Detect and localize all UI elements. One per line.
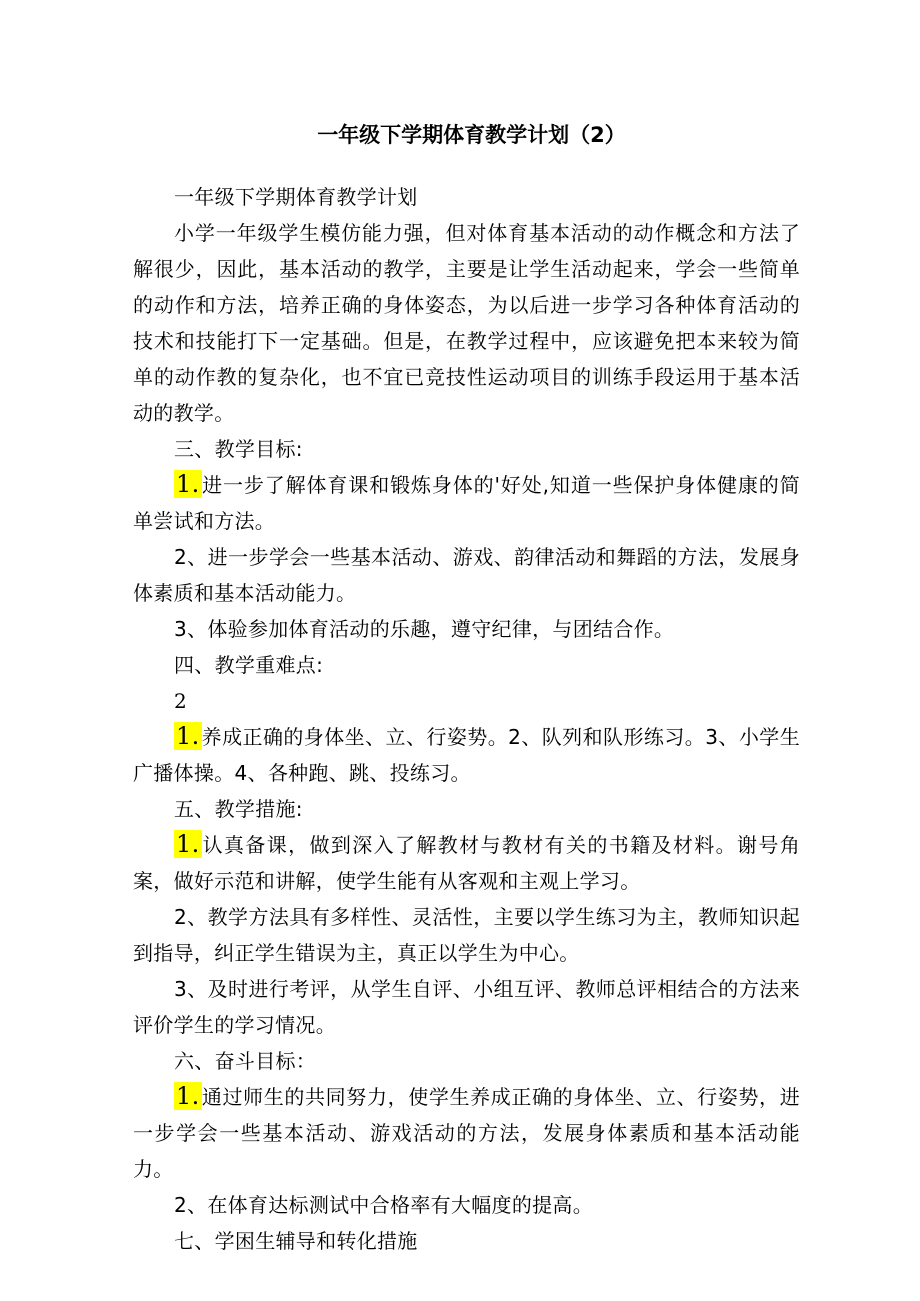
section-3-item-3: 3、体验参加体育活动的乐趣，遵守纪律，与团结合作。 <box>174 617 675 641</box>
section-6-item-2: 2、在体育达标测试中合格率有大幅度的提高。 <box>174 1193 594 1217</box>
item-text: 认真备课，做到深入了解教材与教材有关的书籍及材料。谢号角案，做好示范和讲解，使学生能有从客观和主观上学习。 <box>133 833 800 893</box>
stray-number: 2 <box>174 689 188 713</box>
section-4-item-1 <box>133 719 800 791</box>
document-title: 一年级下学期体育教学计划（2） <box>317 123 626 147</box>
item-text: 养成正确的身体坐、立、行姿势。2、队列和队形练习。3、小学生广播体操。4、各种跑、跳、投练习。 <box>133 725 800 785</box>
highlighted-number: 1. <box>176 470 200 498</box>
section-7-heading: 七、学困生辅导和转化措施 <box>174 1229 418 1253</box>
highlighted-number: 1. <box>176 1082 200 1110</box>
section-6-heading: 六、奋斗目标： <box>174 1049 317 1073</box>
section-5-item-2: 2、教学方法具有多样性、灵活性，主要以学生练习为主，教师知识起到指导，纠正学生错误为主，真正以学生为中心。 <box>133 905 800 965</box>
section-5-item-1 <box>133 827 800 899</box>
section-3-heading: 三、教学目标: <box>174 437 303 461</box>
section-3-item-2: 2、进一步学会一些基本活动、游戏、韵律活动和舞蹈的方法，发展身体素质和基本活动能力。 <box>133 545 800 605</box>
section-3-item-1 <box>133 467 800 539</box>
highlighted-number: 1. <box>176 830 200 858</box>
highlighted-number: 1. <box>176 722 200 750</box>
section-6-item-1 <box>133 1079 800 1187</box>
item-text: 通过师生的共同努力，使学生养成正确的身体坐、立、行姿势，进一步学会一些基本活动、游戏活动的方法，发展身体素质和基本活动能力。 <box>133 1085 800 1181</box>
subtitle: 一年级下学期体育教学计划 <box>174 185 418 209</box>
section-5-heading: 五、教学措施: <box>174 797 303 821</box>
section-5-item-3: 3、及时进行考评，从学生自评、小组互评、教师总评相结合的方法来评价学生的学习情况。 <box>133 977 800 1037</box>
section-4-heading: 四、教学重难点: <box>174 653 324 677</box>
intro-paragraph: 小学一年级学生模仿能力强，但对体育基本活动的动作概念和方法了解很少，因此，基本活动的教学，主要是让学生活动起来，学会一些简单的动作和方法，培养正确的身体姿态，为以后进一步学习各种体育活动的技术和技能打下一定基础。但是，在教学过程中，应该避免把本来较为简单的动作教的复杂化，也不宜已竞技性运动项目的训练手段运用于基本活动的教学。 <box>133 221 800 425</box>
item-text: 进一步了解体育课和锻炼身体的'好处,知道一些保护身体健康的简单尝试和方法。 <box>133 473 800 533</box>
